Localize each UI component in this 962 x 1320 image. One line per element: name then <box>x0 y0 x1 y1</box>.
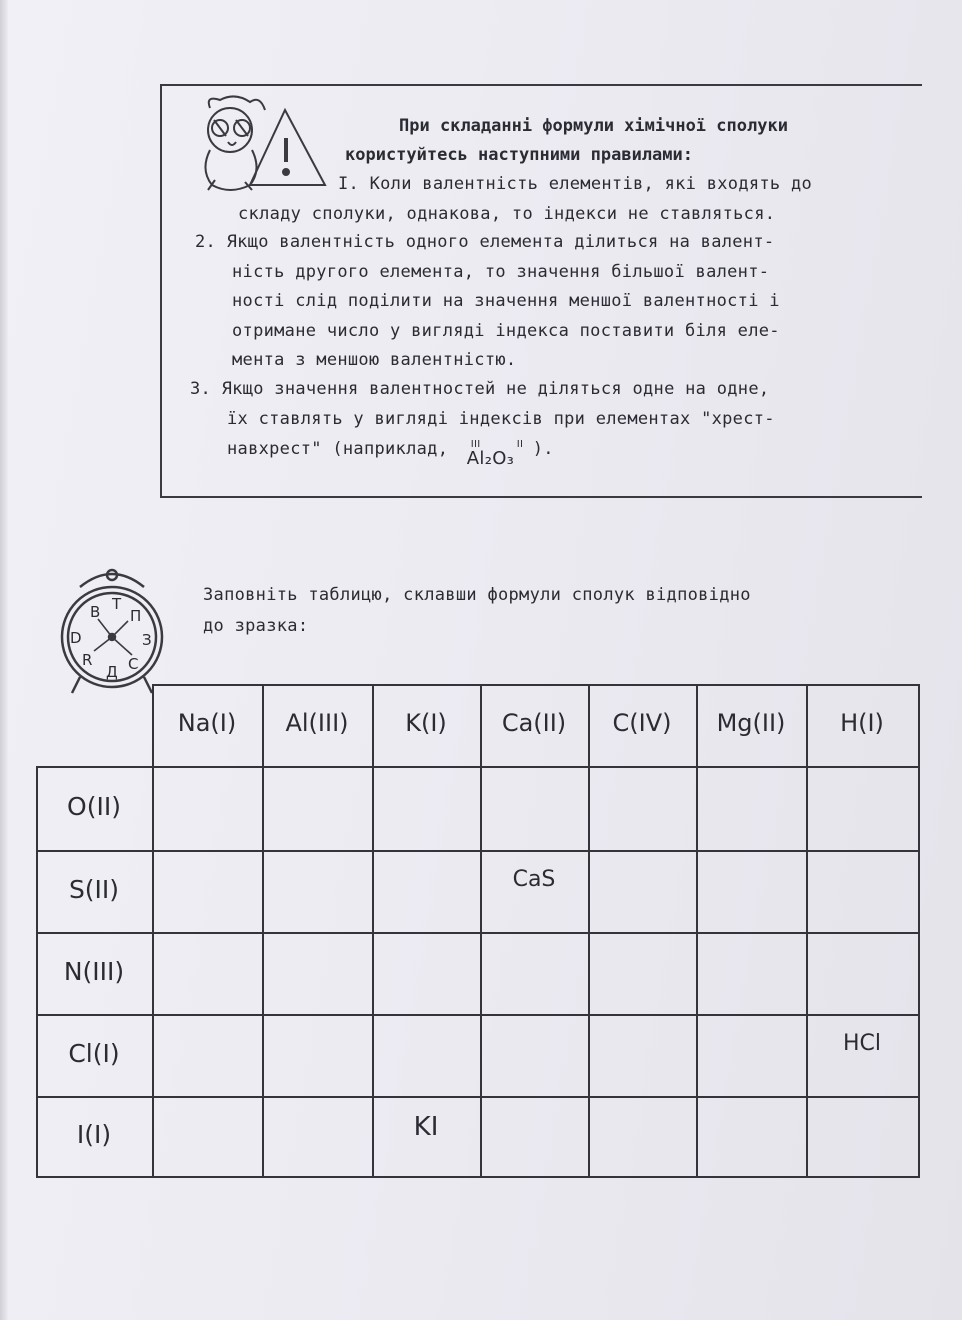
rule-3-line-3-start: навхрест" (наприклад, <box>227 439 449 459</box>
table-col-border <box>152 684 154 1178</box>
rule-1-line-1: I. Коли валентність елементів, які входять до <box>338 174 813 194</box>
table-col-border <box>36 766 38 1178</box>
table-row-border <box>36 766 920 768</box>
rule-3-line-3-end: ). <box>532 439 554 459</box>
clock-letter-2: Т <box>112 595 122 613</box>
table-col-border <box>918 684 920 1178</box>
clock-letter-3: П <box>130 607 142 625</box>
rule-3-line-1: 3. Якщо значення валентностей не діляться одне на одне, <box>190 379 770 399</box>
column-header: Ca(II) <box>501 709 567 737</box>
clock-letter-6: R <box>82 651 93 669</box>
task-line-2: до зразка: <box>203 616 309 636</box>
table-row-border <box>36 1176 920 1178</box>
clock-letter-4: D <box>70 629 82 647</box>
example-valence-al: III <box>470 439 481 450</box>
row-header: Cl(I) <box>68 1039 120 1068</box>
rule-2-line-2: ність другого елемента, то значення більшої валент- <box>232 261 770 282</box>
table-cell-entry: CaS <box>512 867 556 892</box>
column-header: Mg(II) <box>716 709 786 737</box>
rule-2-line-5: мента з меншою валентністю. <box>232 350 517 370</box>
table-col-border <box>262 684 264 1178</box>
table-cell-entry: KI <box>413 1112 439 1142</box>
intro-line-2: користуйтесь наступними правилами: <box>345 145 693 165</box>
table-row-border <box>36 1096 920 1098</box>
table-row-border <box>36 932 920 934</box>
row-header: N(III) <box>63 957 125 986</box>
rule-2-line-3: ності слід поділити на значення меншої валентності і <box>232 291 780 311</box>
table-col-border <box>806 684 808 1178</box>
column-header: K(I) <box>405 709 447 737</box>
column-header: Na(I) <box>177 709 237 737</box>
clock-letter-1: В <box>90 603 101 621</box>
column-header: Al(III) <box>285 709 349 737</box>
rule-2-line-4: отримане число у вигляді індекса поставити біля еле- <box>232 320 780 341</box>
table-col-border <box>588 684 590 1178</box>
clock-letter-5: З <box>142 631 152 649</box>
table-row-border <box>36 850 920 852</box>
rule-2-line-1: 2. Якщо валентність одного елемента ділиться на валент- <box>195 232 775 252</box>
column-header: H(I) <box>840 709 884 737</box>
table-col-border <box>696 684 698 1178</box>
table-col-border <box>372 684 374 1178</box>
table-border-top <box>152 684 918 686</box>
table-row-border <box>36 1014 920 1016</box>
column-header: C(IV) <box>612 709 672 737</box>
task-line-1: Заповніть таблицю, склавши формули сполук відповідно <box>203 585 751 605</box>
row-header: O(II) <box>67 792 121 821</box>
row-header: I(I) <box>76 1120 112 1149</box>
table-col-border <box>480 684 482 1178</box>
clock-letter-8: С <box>128 655 139 673</box>
row-header: S(II) <box>68 875 120 904</box>
rule-1-line-2: складу сполуки, однакова, то індекси не ставляться. <box>238 203 776 224</box>
example-valence-o: II <box>516 439 524 450</box>
clock-letter-7: Д <box>106 663 118 681</box>
rule-3-line-2: їх ставлять у вигляді індексів при елементах "хрест- <box>227 408 775 429</box>
intro-line-1: При складанні формули хімічної сполуки <box>399 116 788 136</box>
table-cell-entry: HCl <box>842 1031 882 1056</box>
example-formula-text: Al₂O₃ <box>466 448 515 469</box>
